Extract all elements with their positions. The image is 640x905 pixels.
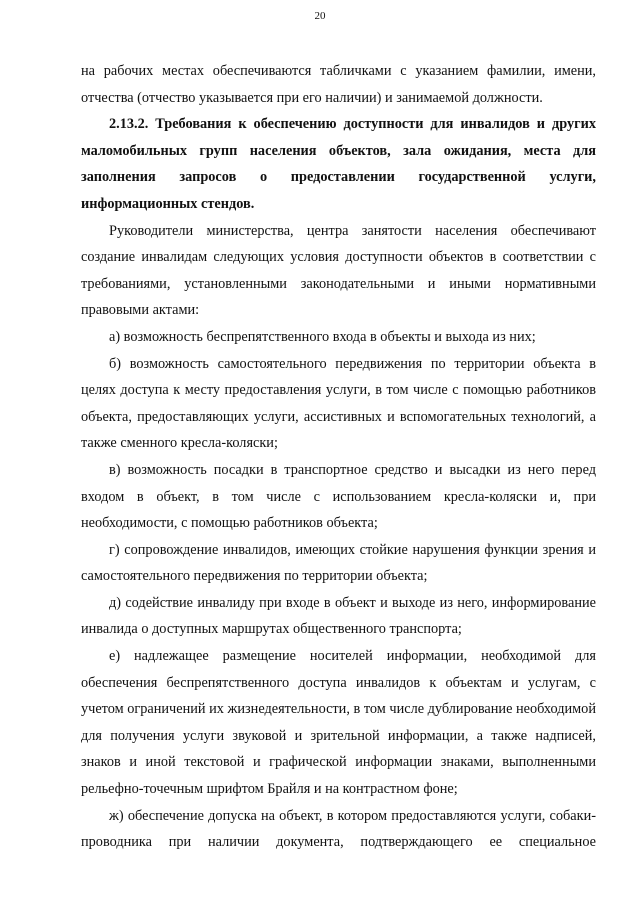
document-body [81, 58, 596, 856]
section-heading: 2.13.2. Требования к обеспечению доступности для инвалидов и других маломобильных групп населения объектов, зала ожидания, места для заполнения запросов о предоставлении государственной услуги, информационных стендов. [81, 116, 596, 212]
list-item-zh: ж) обеспечение допуска на объект, в котором предоставляются услуги, собаки-проводника при наличии документа, подтверждающего ее специальное [81, 807, 596, 851]
paragraph-continuation: на рабочих местах обеспечиваются табличками с указанием фамилии, имени, отчества (отчество указывается при его наличии) и занимаемой должности. [81, 63, 596, 106]
list-item-b: б) возможность самостоятельного передвижения по территории объекта в целях доступа к месту предоставления услуги, в том числе с помощью работников объекта, предоставляющих услуги, ассистивных и вспомогательных технологий, а также сменного кресла-коляски; [81, 355, 596, 452]
list-item-a: а) возможность беспрепятственного входа в объекты и выхода из них; [109, 328, 536, 345]
list-item-v: в) возможность посадки в транспортное средство и высадки из него перед входом в объект, в том числе с использованием кресла-коляски и, при необходимости, с помощью работников объекта; [81, 461, 596, 532]
page-number: 20 [314, 10, 326, 22]
list-item-d: д) содействие инвалиду при входе в объект и выходе из него, информирование инвалида о доступных маршрутах общественного транспорта; [81, 594, 596, 638]
paragraph-intro: Руководители министерства, центра занятости населения обеспечивают создание инвалидам следующих условия доступности объектов в соответствии с требованиями, установленными законодательными и иными нормативными правовыми актами: [81, 222, 596, 319]
list-item-g: г) сопровождение инвалидов, имеющих стойкие нарушения функции зрения и самостоятельного передвижения по территории объекта; [81, 541, 596, 585]
list-item-e: е) надлежащее размещение носителей информации, необходимой для обеспечения беспрепятственного доступа инвалидов к объектам и услугам, с учетом ограничений их жизнедеятельности, в том числе дублирование необходимой для получения услуги звуковой и зрительной информации, а также надписей, знаков и иной текстовой и графической информации знаками, выполненными рельефно-точечным шрифтом Брайля и на контрастном фоне; [81, 648, 596, 798]
